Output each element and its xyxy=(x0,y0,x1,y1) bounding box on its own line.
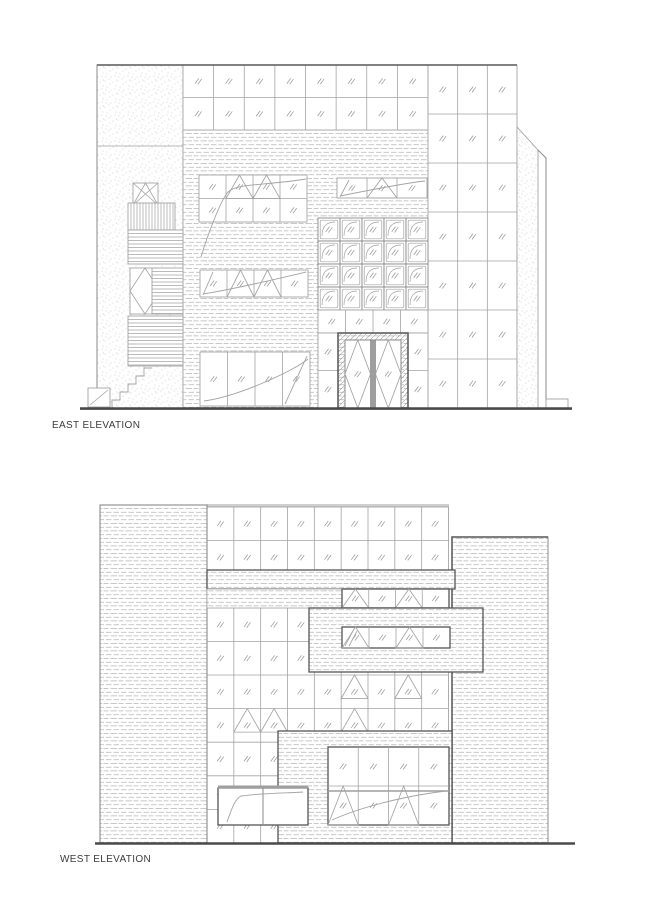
stair-treads-lower xyxy=(128,316,183,366)
stair-treads-mid xyxy=(152,268,183,314)
brick-tower-right xyxy=(452,537,548,843)
door-sidelight-left xyxy=(318,333,338,408)
glass-block-panel xyxy=(318,218,428,310)
brick-band-upper xyxy=(207,570,455,589)
west-elevation-label: WEST ELEVATION xyxy=(60,854,152,865)
window-group-upper xyxy=(199,175,307,222)
window-strip-upper xyxy=(342,589,449,608)
parapet-wall xyxy=(517,127,538,408)
stair-railing-slats xyxy=(128,203,175,230)
ground-step xyxy=(546,399,568,408)
door-sidelight-right xyxy=(408,333,428,408)
window-strip-lower xyxy=(342,627,450,648)
storefront-right xyxy=(328,747,449,825)
parapet-edge xyxy=(538,150,546,408)
stair-treads-upper xyxy=(128,230,183,264)
transom-row xyxy=(318,310,428,333)
brick-wall-left xyxy=(100,505,207,843)
right-window-tower xyxy=(428,65,517,408)
entrance-door xyxy=(338,333,408,408)
brick-band-lower-left xyxy=(207,589,342,608)
storefront-group xyxy=(200,352,310,406)
window-group-lower xyxy=(200,270,308,297)
stair-gable xyxy=(133,183,158,205)
top-window-band xyxy=(183,65,428,130)
east-elevation-label: EAST ELEVATION xyxy=(52,420,141,431)
